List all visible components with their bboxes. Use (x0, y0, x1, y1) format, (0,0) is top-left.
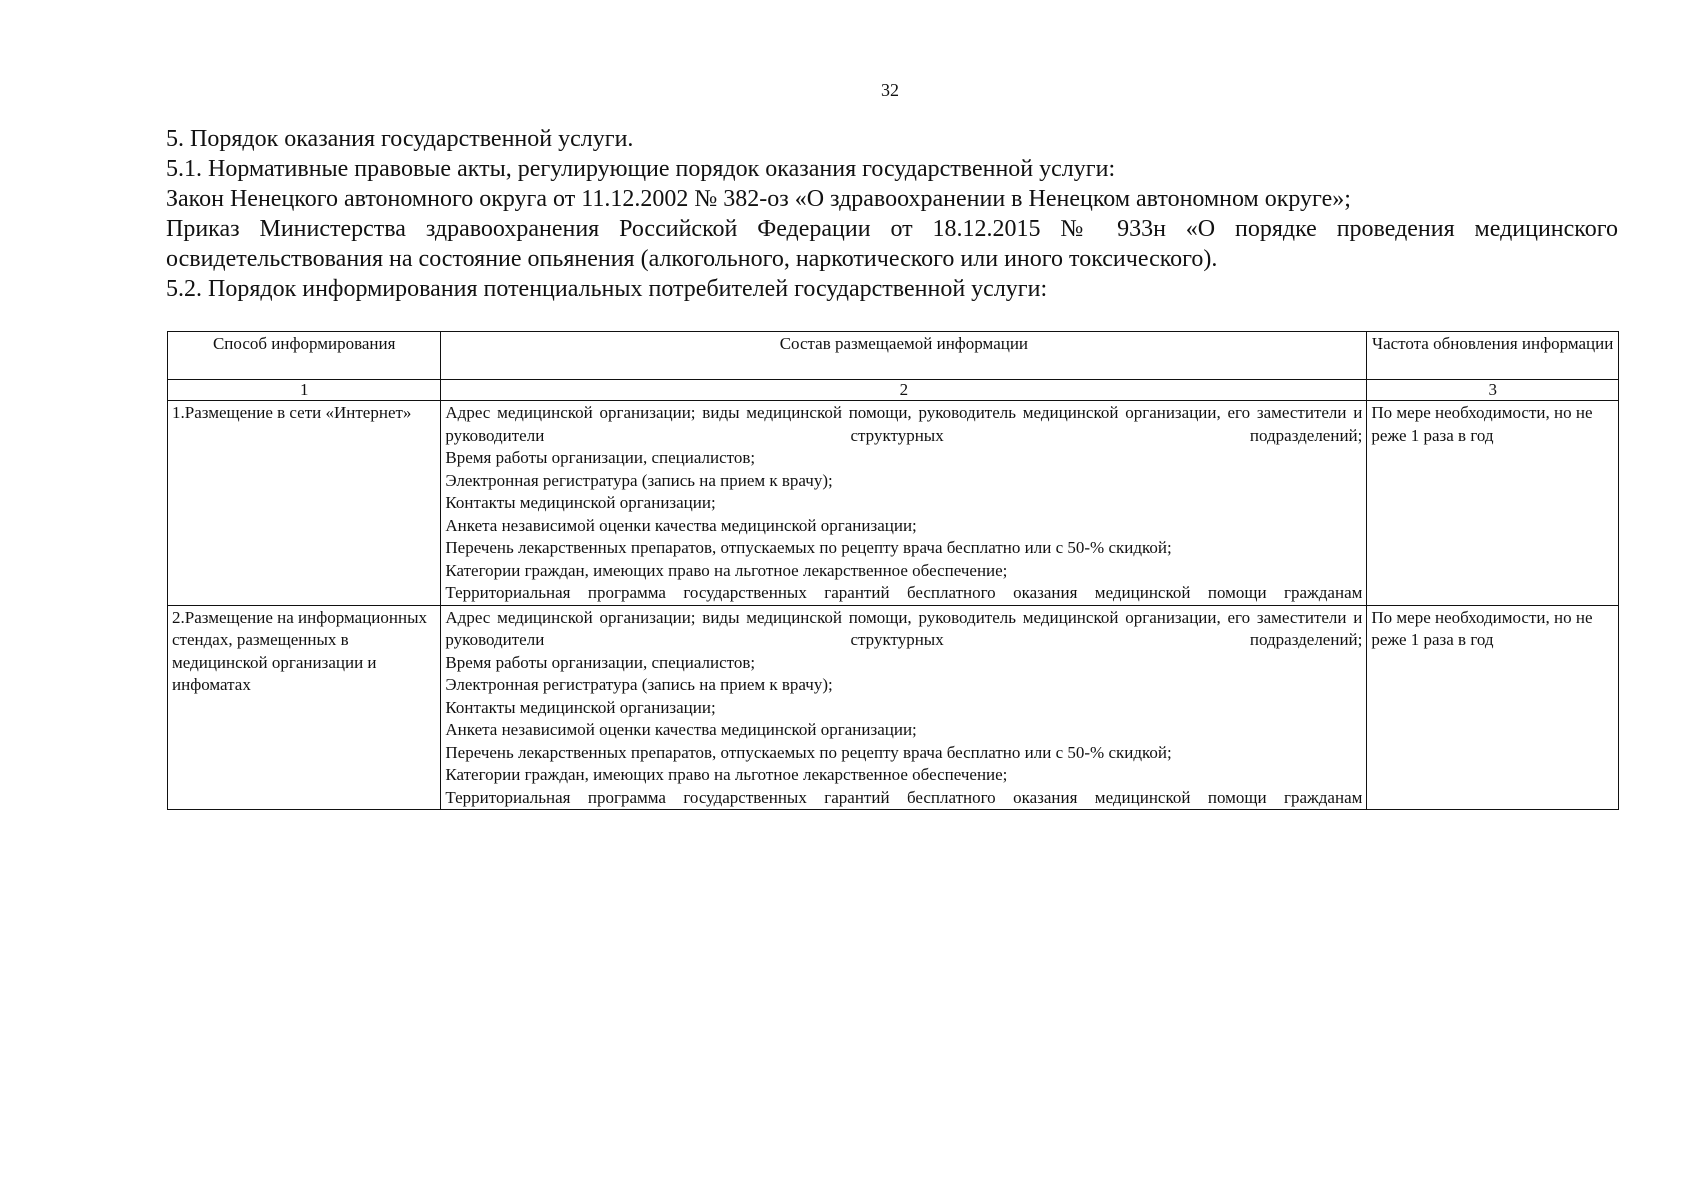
content-item: Время работы организации, специалистов; (445, 652, 756, 672)
header-content: Состав размещаемой информации (441, 332, 1367, 380)
legal-act-order: Приказ Министерства здравоохранения Российской Федерации от 18.12.2015 № 933н «О порядке проведения медицинского освидетельствования на состояние опьянения (алкогольного, наркотического или иного токсического). (166, 216, 1618, 272)
page-number: 32 (881, 80, 899, 100)
content-cell (441, 401, 1367, 606)
content-item: Категории граждан, имеющих право на льготное лекарственное обеспечение; (445, 560, 1008, 580)
table-row (168, 401, 1619, 606)
content-item: Электронная регистратура (запись на прием к врачу); (445, 470, 833, 490)
header-frequency: Частота обновления информации (1367, 332, 1619, 380)
content-item: Территориальная программа государственных гарантий бесплатного оказания медицинской помощи гражданам (445, 583, 1363, 602)
content-item: Адрес медицинской организации; виды медицинской помощи, руководитель медицинской организации, его заместители и руководители структурных подразделений; (445, 403, 1363, 445)
content-item: Время работы организации, специалистов; (445, 448, 756, 467)
column-number-3: 3 (1367, 380, 1619, 401)
content-item: Адрес медицинской организации; виды медицинской помощи, руководитель медицинской организации, его заместители и руководители структурных подразделений; (445, 607, 1363, 649)
column-number-1: 1 (168, 380, 441, 401)
informing-table (167, 331, 1619, 810)
frequency-cell: По мере необходимости, но не реже 1 раза в год (1367, 605, 1619, 810)
column-number-2: 2 (441, 380, 1367, 401)
content-item: Категории граждан, имеющих право на льготное лекарственное обеспечение; (445, 765, 1008, 784)
content-item: Перечень лекарственных препаратов, отпускаемых по рецепту врача бесплатно или с 50-% скидкой; (445, 742, 1172, 762)
legal-act-law: Закон Ненецкого автономного округа от 11.12.2002 № 382-оз «О здравоохранении в Ненецком автономном округе»; (166, 186, 1351, 212)
content-item: Территориальная программа государственных гарантий бесплатного оказания медицинской помощи гражданам (445, 787, 1363, 807)
method-cell: 2.Размещение на информационных стендах, размещенных в медицинской организации и инфоматах (168, 605, 441, 810)
section-title: 5. Порядок оказания государственной услуги. (166, 126, 634, 152)
table-header-row (168, 332, 1619, 380)
section-heading-block (166, 124, 1618, 304)
content-item: Перечень лекарственных препаратов, отпускаемых по рецепту врача бесплатно или с 50-% скидкой; (445, 538, 1172, 557)
table-number-row (168, 380, 1619, 401)
content-item: Анкета независимой оценки качества медицинской организации; (445, 515, 917, 535)
content-item: Электронная регистратура (запись на прием к врачу); (445, 675, 833, 694)
content-item: Контакты медицинской организации; (445, 697, 716, 717)
subsection-title-legal-acts: 5.1. Нормативные правовые акты, регулирующие порядок оказания государственной услуги: (166, 156, 1116, 182)
content-item: Контакты медицинской организации; (445, 493, 716, 512)
frequency-cell: По мере необходимости, но не реже 1 раза в год (1367, 401, 1619, 606)
subsection-title-informing: 5.2. Порядок информирования потенциальных потребителей государственной услуги: (166, 276, 1048, 302)
content-item: Анкета независимой оценки качества медицинской организации; (445, 720, 917, 739)
method-cell: 1.Размещение в сети «Интернет» (168, 401, 441, 606)
header-method: Способ информирования (168, 332, 441, 380)
content-cell (441, 605, 1367, 810)
table-row (168, 605, 1619, 810)
